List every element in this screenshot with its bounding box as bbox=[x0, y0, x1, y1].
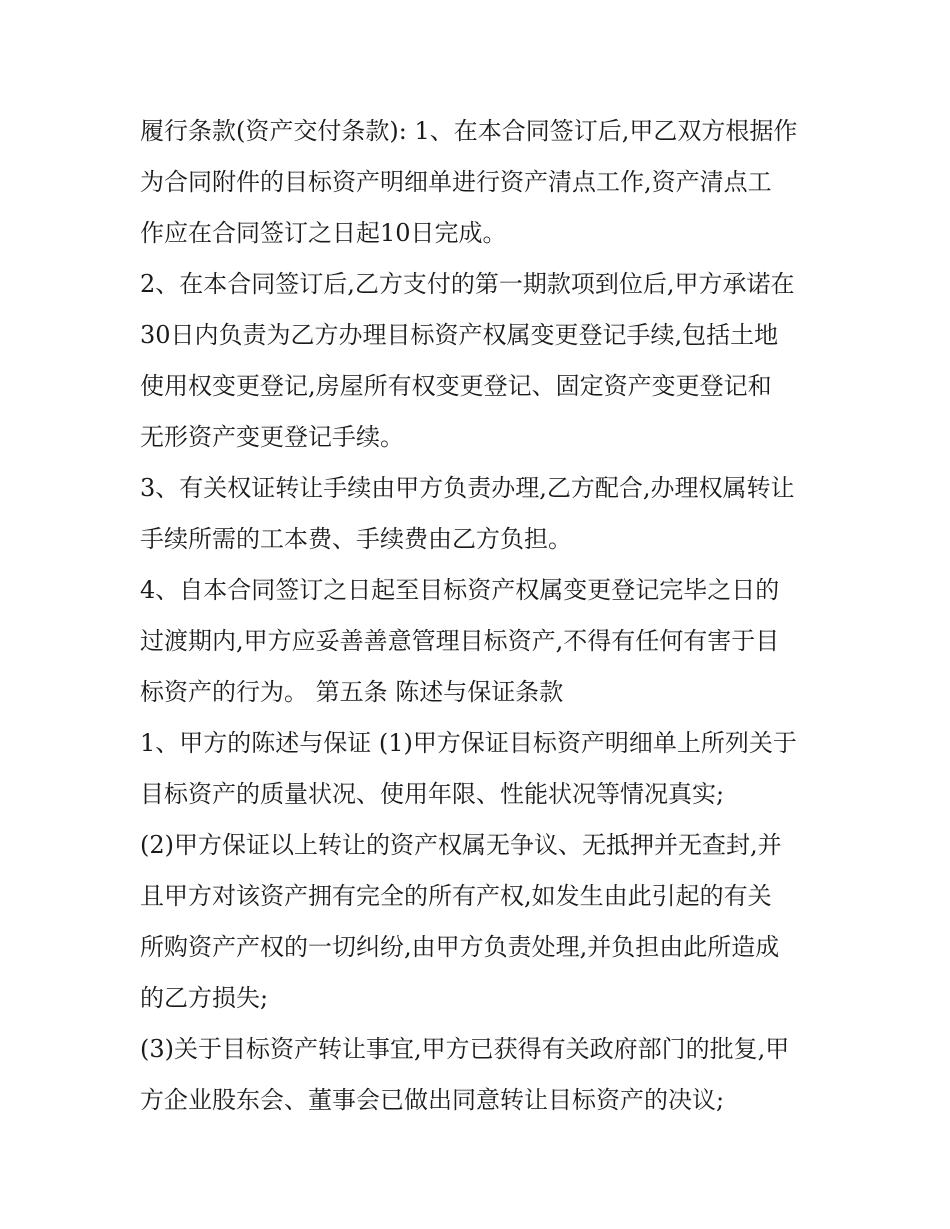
text-line: 为合同附件的目标资产明细单进行资产清点工作,资产清点工 bbox=[140, 168, 772, 196]
paragraph-warranty-3 bbox=[140, 1024, 812, 1126]
text-line: 4、自本合同签订之日起至目标资产权属变更登记完毕之日的 bbox=[140, 576, 780, 604]
text-line: 2、在本合同签订后,乙方支付的第一期款项到位后,甲方承诺在 bbox=[140, 270, 795, 298]
text-line: 30日内负责为乙方办理目标资产权属变更登记手续,包括土地 bbox=[140, 321, 779, 349]
document-body bbox=[140, 106, 812, 1126]
text-line: 1、甲方的陈述与保证 (1)甲方保证目标资产明细单上所列关于 bbox=[140, 729, 797, 757]
text-line: 标资产的行为。 第五条 陈述与保证条款 bbox=[140, 678, 564, 706]
paragraph-delivery-terms bbox=[140, 106, 812, 259]
text-line: 无形资产变更登记手续。 bbox=[140, 423, 404, 451]
text-line: 手续所需的工本费、手续费由乙方负担。 bbox=[140, 525, 572, 553]
paragraph-clause-4 bbox=[140, 565, 812, 718]
paragraph-clause-3 bbox=[140, 463, 812, 565]
text-line: 履行条款(资产交付条款): 1、在本合同签订后,甲乙双方根据作 bbox=[140, 117, 798, 145]
paragraph-warranty-2 bbox=[140, 820, 812, 1024]
text-line: 所购资产产权的一切纠纷,由甲方负责处理,并负担由此所造成 bbox=[140, 933, 780, 961]
text-line: (3)关于目标资产转让事宜,甲方已获得有关政府部门的批复,甲 bbox=[140, 1035, 790, 1063]
text-line: 3、有关权证转让手续由甲方负责办理,乙方配合,办理权属转让 bbox=[140, 474, 795, 502]
text-line: 方企业股东会、董事会已做出同意转让目标资产的决议; bbox=[140, 1086, 725, 1114]
text-line: 且甲方对该资产拥有完全的所有产权,如发生由此引起的有关 bbox=[140, 882, 772, 910]
text-line: 作应在合同签订之日起10日完成。 bbox=[140, 219, 507, 247]
text-line: (2)甲方保证以上转让的资产权属无争议、无抵押并无查封,并 bbox=[140, 831, 782, 859]
text-line: 目标资产的质量状况、使用年限、性能状况等情况真实; bbox=[140, 780, 725, 808]
paragraph-clause-2 bbox=[140, 259, 812, 463]
paragraph-warranty-1 bbox=[140, 718, 812, 820]
text-line: 过渡期内,甲方应妥善善意管理目标资产,不得有任何有害于目 bbox=[140, 627, 780, 655]
text-line: 的乙方损失; bbox=[140, 984, 269, 1012]
text-line: 使用权变更登记,房屋所有权变更登记、固定资产变更登记和 bbox=[140, 372, 772, 400]
